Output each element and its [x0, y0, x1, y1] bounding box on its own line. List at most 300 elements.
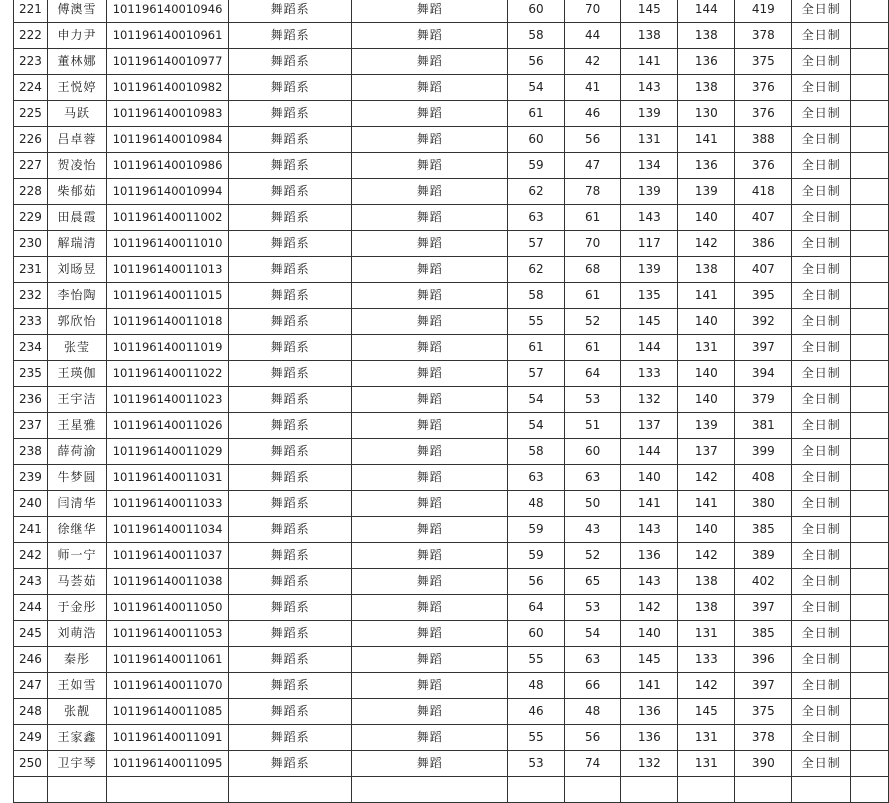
- cell-score-2: 48: [564, 699, 621, 725]
- cell-score-2: 44: [564, 23, 621, 49]
- cell-department: 舞蹈系: [229, 179, 352, 205]
- cell-major: 舞蹈: [352, 465, 508, 491]
- cell-score-4: 140: [678, 205, 735, 231]
- cell-student-name: 柴郁茹: [48, 179, 107, 205]
- cell-candidate-id: 101196140011015: [106, 283, 228, 309]
- cell-candidate-id: 101196140011038: [106, 569, 228, 595]
- cell-score-2: 47: [564, 153, 621, 179]
- cell-score-1: 60: [508, 0, 565, 23]
- cell-total-score: 390: [735, 751, 792, 777]
- cell-row-number: 226: [13, 127, 47, 153]
- cell-student-name: 师一宁: [48, 543, 107, 569]
- left-margin-cell: [0, 465, 13, 491]
- left-margin-cell: [0, 569, 13, 595]
- cell-major: 舞蹈: [352, 231, 508, 257]
- cell-study-mode: 全日制: [792, 673, 851, 699]
- cell-score-1: 55: [508, 309, 565, 335]
- cell-score-3: 140: [621, 465, 678, 491]
- left-margin-cell: [0, 439, 13, 465]
- table-row: [0, 569, 889, 595]
- cell-study-mode: 全日制: [792, 517, 851, 543]
- cell-candidate-id: 101196140011091: [106, 725, 228, 751]
- cell-score-3: 135: [621, 283, 678, 309]
- cell-major: 舞蹈: [352, 257, 508, 283]
- cell-score-4: 142: [678, 673, 735, 699]
- cell-score-1: 55: [508, 647, 565, 673]
- cell-extra: [851, 465, 889, 491]
- cell-major: 舞蹈: [352, 517, 508, 543]
- cell-candidate-id: 101196140010982: [106, 75, 228, 101]
- cell-score-2: 52: [564, 309, 621, 335]
- cell-candidate-id: 101196140011023: [106, 387, 228, 413]
- cell-major: 舞蹈: [352, 179, 508, 205]
- cell-score-1: 58: [508, 439, 565, 465]
- cell-candidate-id: 101196140010961: [106, 23, 228, 49]
- table-row: [0, 647, 889, 673]
- cell-major: 舞蹈: [352, 621, 508, 647]
- cell-score-3: 138: [621, 23, 678, 49]
- cell-major: 舞蹈: [352, 543, 508, 569]
- cell-major: 舞蹈: [352, 335, 508, 361]
- cell-score-4: [678, 777, 735, 803]
- cell-student-name: 王如雪: [48, 673, 107, 699]
- table-row: [0, 413, 889, 439]
- cell-total-score: 376: [735, 101, 792, 127]
- cell-score-4: 131: [678, 751, 735, 777]
- cell-extra: [851, 101, 889, 127]
- cell-study-mode: 全日制: [792, 335, 851, 361]
- cell-score-2: 52: [564, 543, 621, 569]
- cell-major: 舞蹈: [352, 595, 508, 621]
- cell-score-4: 139: [678, 413, 735, 439]
- cell-department: 舞蹈系: [229, 361, 352, 387]
- cell-score-3: [621, 777, 678, 803]
- cell-score-1: 59: [508, 517, 565, 543]
- table-row: [0, 387, 889, 413]
- cell-score-4: 140: [678, 309, 735, 335]
- cell-score-4: 138: [678, 595, 735, 621]
- cell-student-name: 刘萌浩: [48, 621, 107, 647]
- cell-department: 舞蹈系: [229, 49, 352, 75]
- cell-major: [352, 777, 508, 803]
- cell-major: 舞蹈: [352, 699, 508, 725]
- left-margin-cell: [0, 335, 13, 361]
- table-row: [0, 0, 889, 23]
- cell-extra: [851, 491, 889, 517]
- cell-study-mode: 全日制: [792, 621, 851, 647]
- cell-study-mode: 全日制: [792, 543, 851, 569]
- cell-score-3: 139: [621, 101, 678, 127]
- cell-total-score: 399: [735, 439, 792, 465]
- cell-major: 舞蹈: [352, 127, 508, 153]
- left-margin-cell: [0, 413, 13, 439]
- cell-major: 舞蹈: [352, 751, 508, 777]
- cell-student-name: 张莹: [48, 335, 107, 361]
- cell-extra: [851, 777, 889, 803]
- cell-study-mode: 全日制: [792, 205, 851, 231]
- cell-row-number: 228: [13, 179, 47, 205]
- cell-score-2: 43: [564, 517, 621, 543]
- cell-score-2: [564, 777, 621, 803]
- cell-score-1: 48: [508, 491, 565, 517]
- cell-score-1: 48: [508, 673, 565, 699]
- cell-row-number: 240: [13, 491, 47, 517]
- cell-department: 舞蹈系: [229, 309, 352, 335]
- cell-candidate-id: 101196140011095: [106, 751, 228, 777]
- cell-score-2: 63: [564, 465, 621, 491]
- cell-study-mode: 全日制: [792, 647, 851, 673]
- left-margin-cell: [0, 205, 13, 231]
- cell-extra: [851, 647, 889, 673]
- cell-student-name: 刘旸昱: [48, 257, 107, 283]
- cell-student-name: 王宇洁: [48, 387, 107, 413]
- cell-department: 舞蹈系: [229, 439, 352, 465]
- cell-student-name: 徐继华: [48, 517, 107, 543]
- cell-score-1: 62: [508, 257, 565, 283]
- table-row: [0, 673, 889, 699]
- cell-row-number: 241: [13, 517, 47, 543]
- cell-study-mode: 全日制: [792, 387, 851, 413]
- cell-row-number: 227: [13, 153, 47, 179]
- cell-major: 舞蹈: [352, 309, 508, 335]
- cell-row-number: 234: [13, 335, 47, 361]
- cell-score-1: 59: [508, 153, 565, 179]
- cell-score-4: 142: [678, 231, 735, 257]
- cell-score-4: 138: [678, 75, 735, 101]
- table-row: [0, 621, 889, 647]
- cell-score-1: 53: [508, 751, 565, 777]
- cell-row-number: 247: [13, 673, 47, 699]
- left-margin-cell: [0, 179, 13, 205]
- table-row: [0, 725, 889, 751]
- cell-candidate-id: 101196140011070: [106, 673, 228, 699]
- cell-total-score: 375: [735, 699, 792, 725]
- cell-department: 舞蹈系: [229, 283, 352, 309]
- cell-total-score: 394: [735, 361, 792, 387]
- cell-score-4: 137: [678, 439, 735, 465]
- left-margin-cell: [0, 673, 13, 699]
- cell-score-1: 61: [508, 335, 565, 361]
- cell-department: 舞蹈系: [229, 127, 352, 153]
- cell-student-name: 牛梦圆: [48, 465, 107, 491]
- cell-department: 舞蹈系: [229, 257, 352, 283]
- cell-score-3: 144: [621, 335, 678, 361]
- cell-row-number: 246: [13, 647, 47, 673]
- cell-student-name: 解瑞清: [48, 231, 107, 257]
- cell-score-1: [508, 777, 565, 803]
- cell-major: 舞蹈: [352, 75, 508, 101]
- cell-major: 舞蹈: [352, 673, 508, 699]
- cell-study-mode: 全日制: [792, 465, 851, 491]
- cell-score-2: 53: [564, 387, 621, 413]
- cell-total-score: 408: [735, 465, 792, 491]
- cell-score-2: 66: [564, 673, 621, 699]
- cell-candidate-id: 101196140011010: [106, 231, 228, 257]
- cell-extra: [851, 309, 889, 335]
- cell-row-number: 245: [13, 621, 47, 647]
- cell-extra: [851, 49, 889, 75]
- cell-candidate-id: 101196140011029: [106, 439, 228, 465]
- cell-student-name: 郭欣怡: [48, 309, 107, 335]
- cell-candidate-id: 101196140011026: [106, 413, 228, 439]
- cell-extra: [851, 335, 889, 361]
- cell-score-4: 131: [678, 621, 735, 647]
- cell-score-2: 53: [564, 595, 621, 621]
- cell-student-name: 卫宇琴: [48, 751, 107, 777]
- cell-total-score: 379: [735, 387, 792, 413]
- cell-student-name: 马荟茹: [48, 569, 107, 595]
- cell-major: 舞蹈: [352, 413, 508, 439]
- cell-study-mode: 全日制: [792, 179, 851, 205]
- cell-department: 舞蹈系: [229, 23, 352, 49]
- cell-score-3: 140: [621, 621, 678, 647]
- left-margin-cell: [0, 49, 13, 75]
- cell-score-4: 140: [678, 517, 735, 543]
- cell-score-2: 68: [564, 257, 621, 283]
- cell-study-mode: 全日制: [792, 439, 851, 465]
- left-margin-cell: [0, 621, 13, 647]
- cell-major: 舞蹈: [352, 361, 508, 387]
- cell-student-name: 董林娜: [48, 49, 107, 75]
- cell-row-number: 236: [13, 387, 47, 413]
- cell-row-number: 248: [13, 699, 47, 725]
- cell-candidate-id: 101196140011002: [106, 205, 228, 231]
- cell-extra: [851, 413, 889, 439]
- cell-score-3: 117: [621, 231, 678, 257]
- cell-department: 舞蹈系: [229, 205, 352, 231]
- cell-extra: [851, 517, 889, 543]
- cell-department: 舞蹈系: [229, 517, 352, 543]
- cell-row-number: [13, 777, 47, 803]
- cell-department: 舞蹈系: [229, 543, 352, 569]
- cell-extra: [851, 387, 889, 413]
- cell-major: 舞蹈: [352, 569, 508, 595]
- cell-total-score: 380: [735, 491, 792, 517]
- left-margin-cell: [0, 153, 13, 179]
- cell-student-name: 张靓: [48, 699, 107, 725]
- cell-score-4: 136: [678, 49, 735, 75]
- cell-score-3: 139: [621, 257, 678, 283]
- left-margin-cell: [0, 101, 13, 127]
- cell-score-4: 133: [678, 647, 735, 673]
- cell-score-3: 145: [621, 309, 678, 335]
- cell-score-1: 60: [508, 127, 565, 153]
- cell-candidate-id: 101196140011022: [106, 361, 228, 387]
- cell-department: 舞蹈系: [229, 491, 352, 517]
- cell-major: 舞蹈: [352, 647, 508, 673]
- table-row: [0, 699, 889, 725]
- cell-score-3: 144: [621, 439, 678, 465]
- left-margin-cell: [0, 387, 13, 413]
- cell-row-number: 235: [13, 361, 47, 387]
- cell-department: 舞蹈系: [229, 0, 352, 23]
- left-margin-cell: [0, 75, 13, 101]
- cell-major: 舞蹈: [352, 23, 508, 49]
- cell-study-mode: 全日制: [792, 361, 851, 387]
- cell-score-2: 41: [564, 75, 621, 101]
- cell-department: 舞蹈系: [229, 231, 352, 257]
- cell-score-3: 136: [621, 543, 678, 569]
- cell-extra: [851, 283, 889, 309]
- cell-study-mode: 全日制: [792, 0, 851, 23]
- cell-score-3: 141: [621, 491, 678, 517]
- cell-score-2: 60: [564, 439, 621, 465]
- cell-major: 舞蹈: [352, 387, 508, 413]
- cell-study-mode: 全日制: [792, 309, 851, 335]
- cell-extra: [851, 595, 889, 621]
- cell-score-3: 141: [621, 673, 678, 699]
- cell-score-1: 62: [508, 179, 565, 205]
- cell-student-name: 贺凌怡: [48, 153, 107, 179]
- cell-study-mode: 全日制: [792, 751, 851, 777]
- cell-student-name: [48, 777, 107, 803]
- cell-row-number: 250: [13, 751, 47, 777]
- cell-score-2: 61: [564, 335, 621, 361]
- cell-total-score: 386: [735, 231, 792, 257]
- left-margin-cell: [0, 127, 13, 153]
- left-margin-cell: [0, 543, 13, 569]
- cell-student-name: 李怡陶: [48, 283, 107, 309]
- cell-major: 舞蹈: [352, 283, 508, 309]
- cell-score-4: 140: [678, 361, 735, 387]
- cell-score-2: 64: [564, 361, 621, 387]
- cell-row-number: 249: [13, 725, 47, 751]
- cell-score-4: 141: [678, 283, 735, 309]
- table-row: [0, 127, 889, 153]
- cell-score-2: 42: [564, 49, 621, 75]
- cell-row-number: 244: [13, 595, 47, 621]
- cell-score-3: 132: [621, 751, 678, 777]
- cell-extra: [851, 0, 889, 23]
- cell-major: 舞蹈: [352, 101, 508, 127]
- cell-row-number: 224: [13, 75, 47, 101]
- cell-score-2: 74: [564, 751, 621, 777]
- cell-row-number: 225: [13, 101, 47, 127]
- cell-score-2: 61: [564, 205, 621, 231]
- cell-score-1: 57: [508, 231, 565, 257]
- cell-score-1: 60: [508, 621, 565, 647]
- cell-extra: [851, 673, 889, 699]
- cell-score-4: 142: [678, 543, 735, 569]
- cell-total-score: 389: [735, 543, 792, 569]
- cell-department: 舞蹈系: [229, 387, 352, 413]
- cell-score-4: 136: [678, 153, 735, 179]
- cell-major: 舞蹈: [352, 725, 508, 751]
- cell-row-number: 230: [13, 231, 47, 257]
- cell-department: 舞蹈系: [229, 699, 352, 725]
- cell-total-score: 376: [735, 153, 792, 179]
- cell-score-4: 130: [678, 101, 735, 127]
- cell-student-name: 王星雅: [48, 413, 107, 439]
- cell-total-score: 396: [735, 647, 792, 673]
- cell-student-name: 薛荷渝: [48, 439, 107, 465]
- table-row: [0, 231, 889, 257]
- cell-score-3: 136: [621, 725, 678, 751]
- cell-department: 舞蹈系: [229, 335, 352, 361]
- cell-study-mode: 全日制: [792, 725, 851, 751]
- cell-score-3: 134: [621, 153, 678, 179]
- cell-score-1: 56: [508, 569, 565, 595]
- table-row: [0, 751, 889, 777]
- cell-score-4: 142: [678, 465, 735, 491]
- cell-row-number: 229: [13, 205, 47, 231]
- table-row: [0, 335, 889, 361]
- left-margin-cell: [0, 309, 13, 335]
- left-margin-cell: [0, 491, 13, 517]
- cell-candidate-id: 101196140010986: [106, 153, 228, 179]
- cell-extra: [851, 569, 889, 595]
- cell-study-mode: 全日制: [792, 75, 851, 101]
- cell-score-1: 55: [508, 725, 565, 751]
- table-row: [0, 49, 889, 75]
- cell-candidate-id: 101196140011053: [106, 621, 228, 647]
- cell-score-3: 143: [621, 205, 678, 231]
- cell-score-2: 78: [564, 179, 621, 205]
- cell-row-number: 242: [13, 543, 47, 569]
- cell-row-number: 221: [13, 0, 47, 23]
- cell-extra: [851, 231, 889, 257]
- cell-extra: [851, 543, 889, 569]
- cell-score-4: 138: [678, 569, 735, 595]
- cell-student-name: 马跃: [48, 101, 107, 127]
- cell-student-name: 于金彤: [48, 595, 107, 621]
- cell-total-score: 397: [735, 335, 792, 361]
- table-row: [0, 75, 889, 101]
- cell-major: 舞蹈: [352, 491, 508, 517]
- table-row: [0, 439, 889, 465]
- cell-score-2: 50: [564, 491, 621, 517]
- cell-score-2: 56: [564, 725, 621, 751]
- cell-score-3: 136: [621, 699, 678, 725]
- cell-total-score: [735, 777, 792, 803]
- cell-study-mode: [792, 777, 851, 803]
- cell-department: 舞蹈系: [229, 595, 352, 621]
- cell-score-3: 143: [621, 75, 678, 101]
- cell-score-1: 56: [508, 49, 565, 75]
- table-row: [0, 257, 889, 283]
- cell-score-4: 145: [678, 699, 735, 725]
- cell-total-score: 402: [735, 569, 792, 595]
- cell-score-1: 64: [508, 595, 565, 621]
- left-margin-cell: [0, 699, 13, 725]
- cell-extra: [851, 361, 889, 387]
- cell-department: 舞蹈系: [229, 153, 352, 179]
- left-margin-cell: [0, 595, 13, 621]
- cell-major: 舞蹈: [352, 49, 508, 75]
- cell-score-4: 139: [678, 179, 735, 205]
- cell-total-score: 375: [735, 49, 792, 75]
- cell-study-mode: 全日制: [792, 231, 851, 257]
- cell-score-4: 141: [678, 491, 735, 517]
- cell-score-3: 131: [621, 127, 678, 153]
- table-row: [0, 543, 889, 569]
- cell-score-3: 132: [621, 387, 678, 413]
- cell-candidate-id: 101196140010946: [106, 0, 228, 23]
- cell-student-name: 吕卓蓉: [48, 127, 107, 153]
- left-margin-cell: [0, 725, 13, 751]
- cell-score-2: 63: [564, 647, 621, 673]
- cell-candidate-id: 101196140011085: [106, 699, 228, 725]
- cell-major: 舞蹈: [352, 0, 508, 23]
- cell-score-1: 57: [508, 361, 565, 387]
- cell-score-2: 51: [564, 413, 621, 439]
- cell-total-score: 385: [735, 517, 792, 543]
- cell-total-score: 392: [735, 309, 792, 335]
- cell-student-name: 秦彤: [48, 647, 107, 673]
- cell-score-3: 145: [621, 647, 678, 673]
- cell-score-3: 133: [621, 361, 678, 387]
- cell-total-score: 419: [735, 0, 792, 23]
